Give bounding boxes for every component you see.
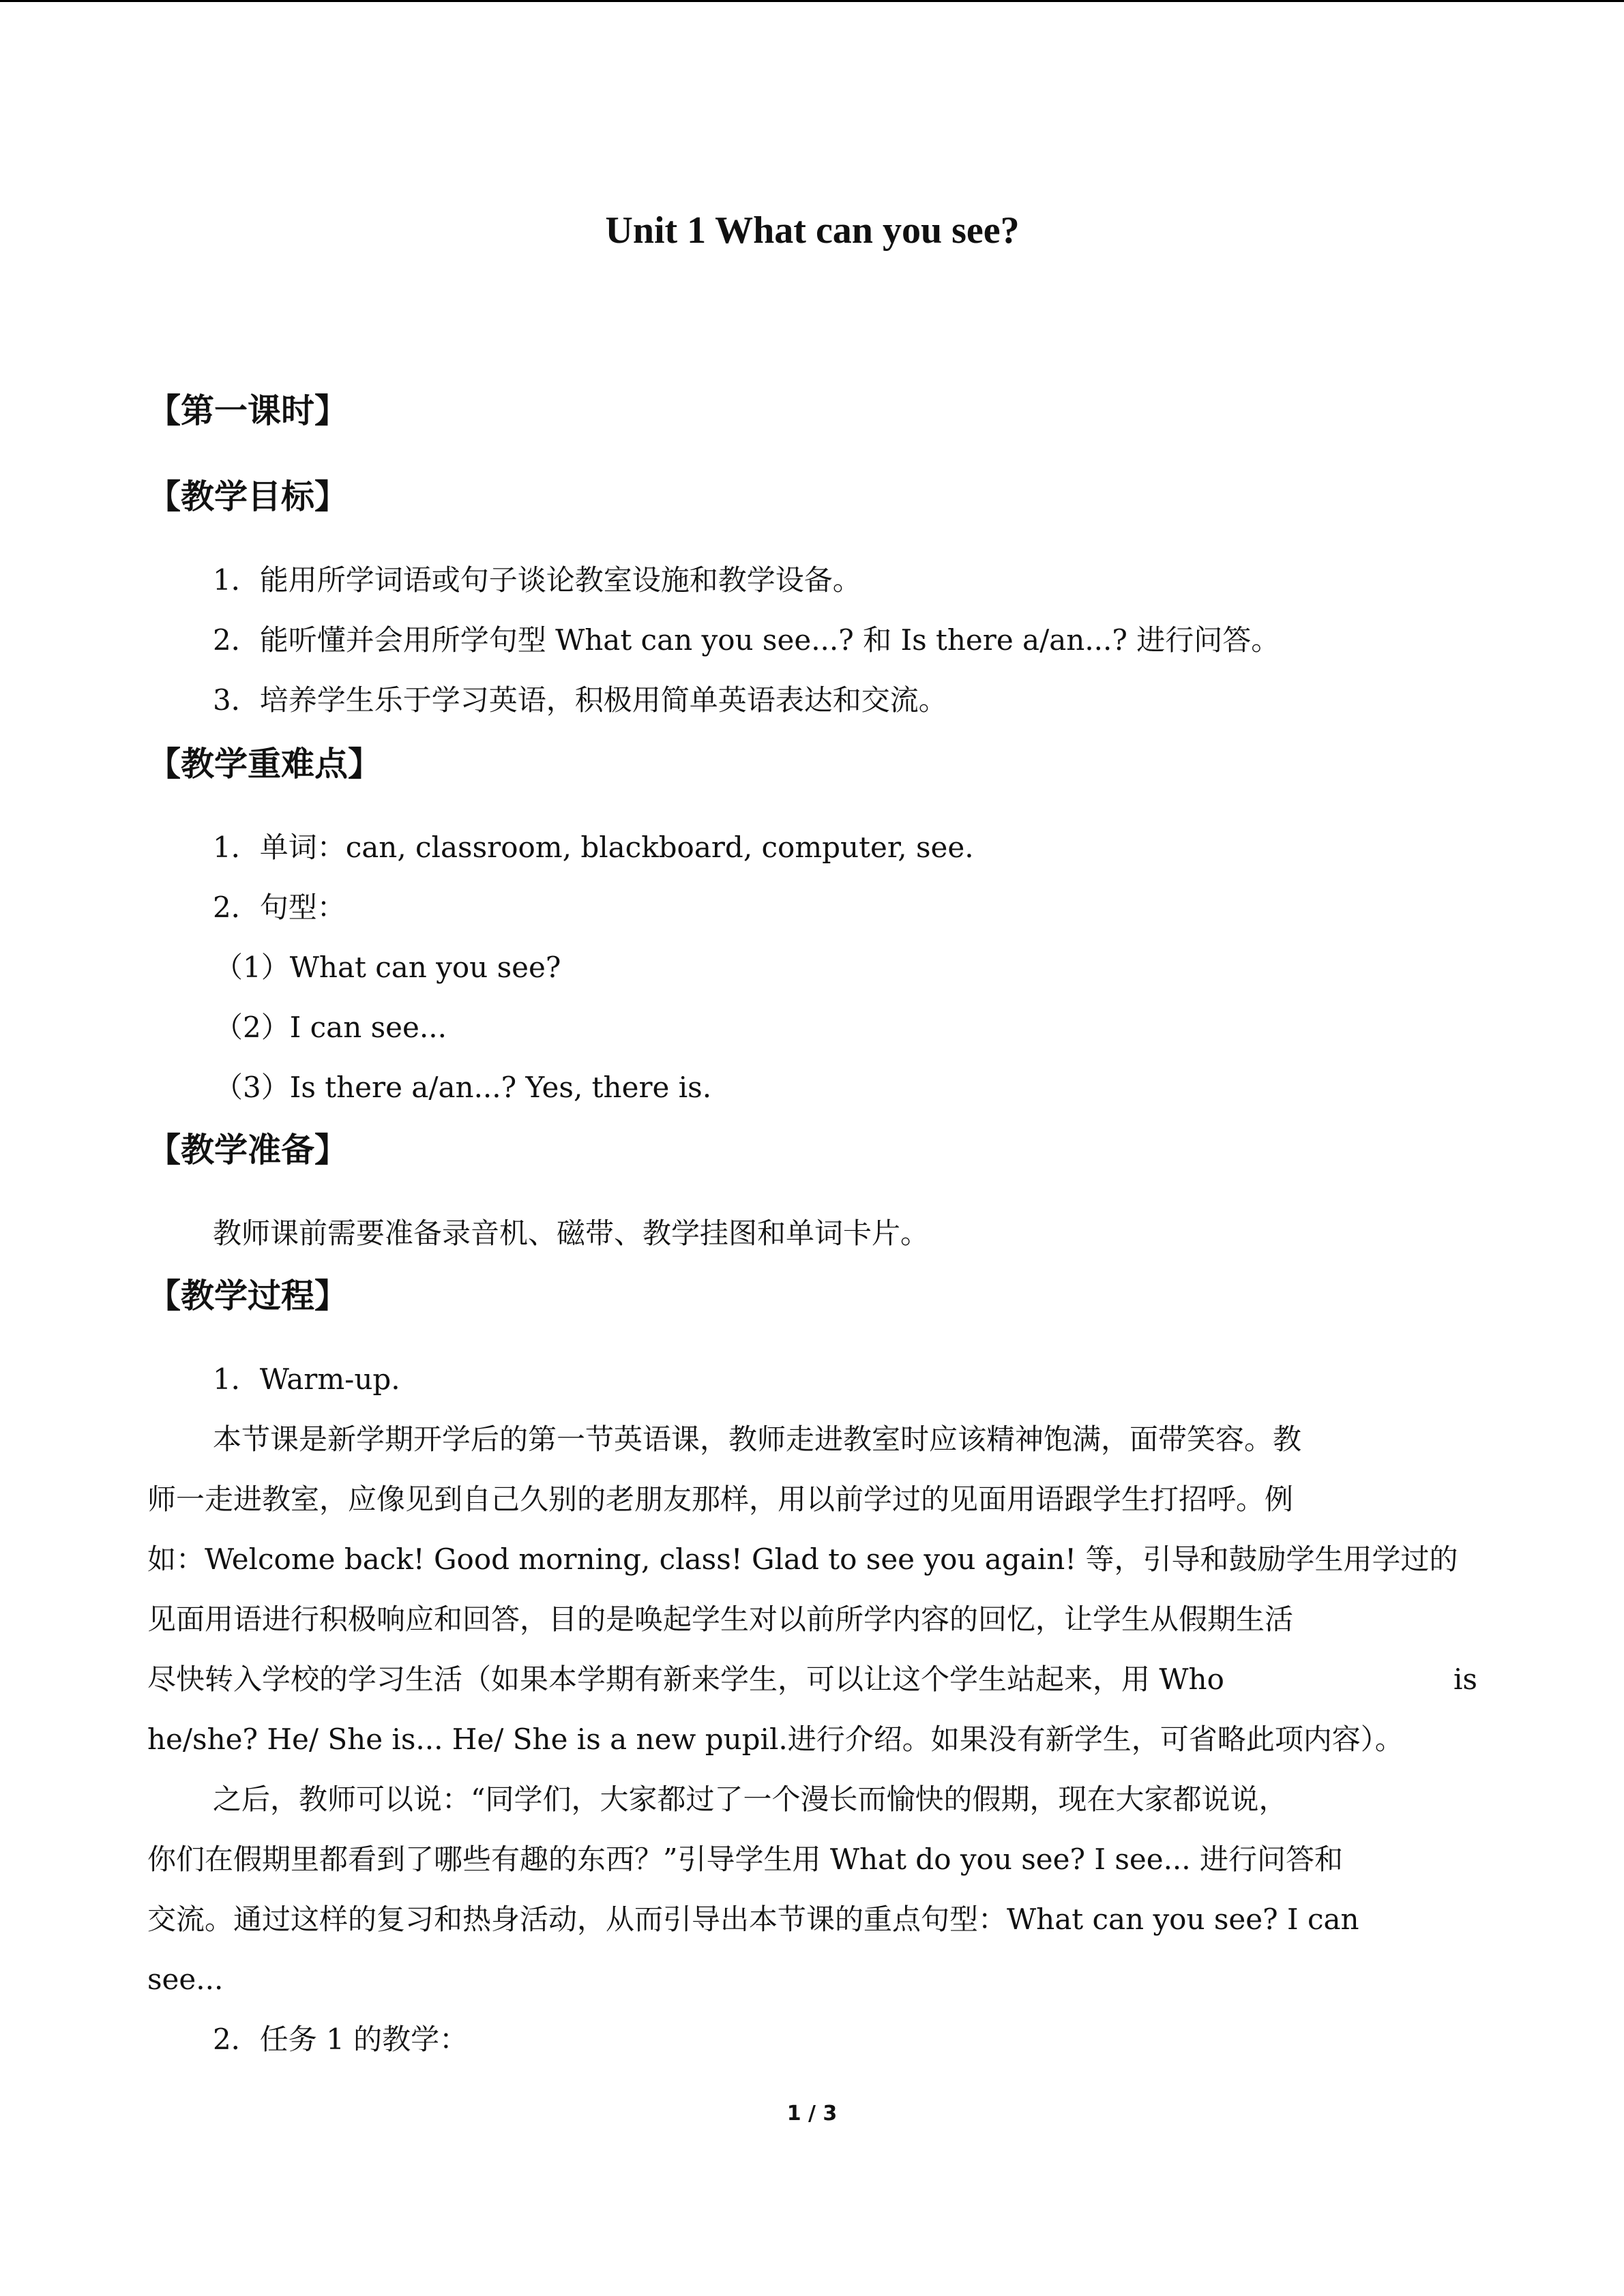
- paragraph-2-line-4: see...: [147, 1963, 224, 1996]
- key-point-words: 1．单词：can, classroom, blackboard, computer, see.: [213, 831, 974, 864]
- paragraph-1-line-5-end: is: [1453, 1663, 1477, 1696]
- objective-item-1: 1．能用所学词语或句子谈论教室设施和教学设备。: [213, 563, 861, 597]
- heading-objectives: 【教学目标】: [147, 477, 349, 516]
- paragraph-1-line-6: he/she? He/ She is... He/ She is a new pupil.进行介绍。如果没有新学生，可省略此项内容）。: [147, 1723, 1404, 1756]
- objective-item-2: 2．能听懂并会用所学句型 What can you see...? 和 Is there a/an...? 进行问答。: [213, 623, 1280, 657]
- heading-period: 【第一课时】: [147, 391, 349, 430]
- process-step-1: 1．Warm-up.: [213, 1362, 400, 1396]
- top-border: [0, 0, 1624, 2]
- paragraph-1-line-1: 本节课是新学期开学后的第一节英语课，教师走进教室时应该精神饱满，面带笑容。教: [213, 1422, 1302, 1456]
- page-number: 1 / 3: [786, 2102, 838, 2126]
- heading-preparation: 【教学准备】: [147, 1131, 349, 1169]
- paragraph-1-line-5: [147, 1663, 1477, 1697]
- paragraph-2-line-2: 你们在假期里都看到了哪些有趣的东西？”引导学生用 What do you see? I see... 进行问答和: [147, 1843, 1343, 1876]
- paragraph-1-line-5-text: 尽快转入学校的学习生活（如果本学期有新来学生，可以让这个学生站起来，用 Who: [147, 1663, 1224, 1696]
- paragraph-1-line-4: 见面用语进行积极响应和回答，目的是唤起学生对以前所学内容的回忆，让学生从假期生活: [147, 1602, 1294, 1636]
- paragraph-1-line-3: 如：Welcome back! Good morning, class! Glad to see you again! 等，引导和鼓励学生用学过的: [147, 1542, 1458, 1576]
- pattern-item-1: （1）What can you see?: [214, 951, 561, 984]
- paragraph-1-line-2: 师一走进教室，应像见到自己久别的老朋友那样，用以前学过的见面用语跟学生打招呼。例: [147, 1482, 1294, 1516]
- document-title: Unit 1 What can you see?: [605, 209, 1020, 252]
- paragraph-2-line-3: 交流。通过这样的复习和热身活动，从而引导出本节课的重点句型：What can you see? I can: [147, 1903, 1359, 1936]
- process-step-2: 2．任务 1 的教学：: [213, 2023, 469, 2056]
- pattern-item-3: （3）Is there a/an...? Yes, there is.: [214, 1071, 712, 1104]
- key-point-patterns-label: 2．句型：: [213, 891, 346, 924]
- heading-key-points: 【教学重难点】: [147, 745, 382, 784]
- paragraph-2-line-1: 之后，教师可以说：“同学们，大家都过了一个漫长而愉快的假期，现在大家都说说，: [213, 1783, 1288, 1816]
- heading-process: 【教学过程】: [147, 1277, 349, 1315]
- pattern-item-2: （2）I can see...: [214, 1011, 447, 1044]
- objective-item-3: 3．培养学生乐于学习英语，积极用简单英语表达和交流。: [213, 683, 947, 717]
- preparation-text: 教师课前需要准备录音机、磁带、教学挂图和单词卡片。: [213, 1217, 930, 1250]
